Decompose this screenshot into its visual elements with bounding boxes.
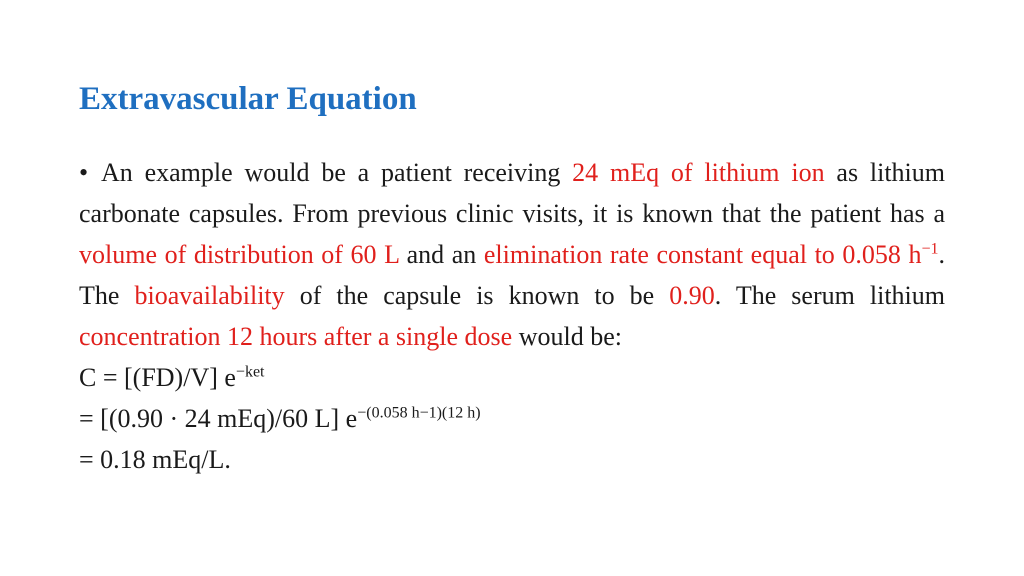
equation-line-2: [79, 398, 945, 439]
superscript: −ket: [235, 363, 265, 381]
equation-line-3: = 0.18 mEq/L.: [79, 445, 231, 474]
highlight-dose: 24 mEq of lithium ion: [572, 158, 825, 187]
bullet-paragraph: [79, 152, 945, 357]
highlight-bioavailability-value: 0.90: [669, 281, 715, 310]
equation-text: = [(0.90 · 24 mEq)/60 L] e: [79, 404, 358, 433]
equation-text: C = [(FD)/V] e: [79, 363, 236, 392]
superscript: −(0.058 h−1)(12 h): [357, 404, 481, 422]
highlight-bioavailability: bioavailability: [134, 281, 285, 310]
highlight-concentration: concentration 12 hours after a single dose: [79, 322, 513, 351]
highlight-elimination-rate-text: elimination rate constant equal to 0.058 h: [483, 240, 922, 269]
text-segment: and an: [399, 240, 484, 269]
slide-body: [79, 152, 945, 480]
highlight-elimination-rate: [484, 240, 939, 269]
superscript: −1: [921, 240, 939, 258]
text-segment: as lithium carbonate capsules. From previous clinic visits, it is known that the patient has a: [79, 158, 946, 228]
slide-title: Extravascular Equation: [79, 81, 417, 117]
highlight-volume: volume of distribution of 60 L: [79, 240, 400, 269]
text-segment: . The serum lithium: [714, 281, 946, 310]
bullet-icon: •: [79, 158, 89, 187]
text-segment: An example would be a patient receiving: [101, 158, 573, 187]
text-segment: of the capsule is known to be: [284, 281, 670, 310]
text-segment: . The: [79, 240, 945, 310]
text-segment: would be:: [512, 322, 622, 351]
equation-line-1: [79, 357, 945, 398]
